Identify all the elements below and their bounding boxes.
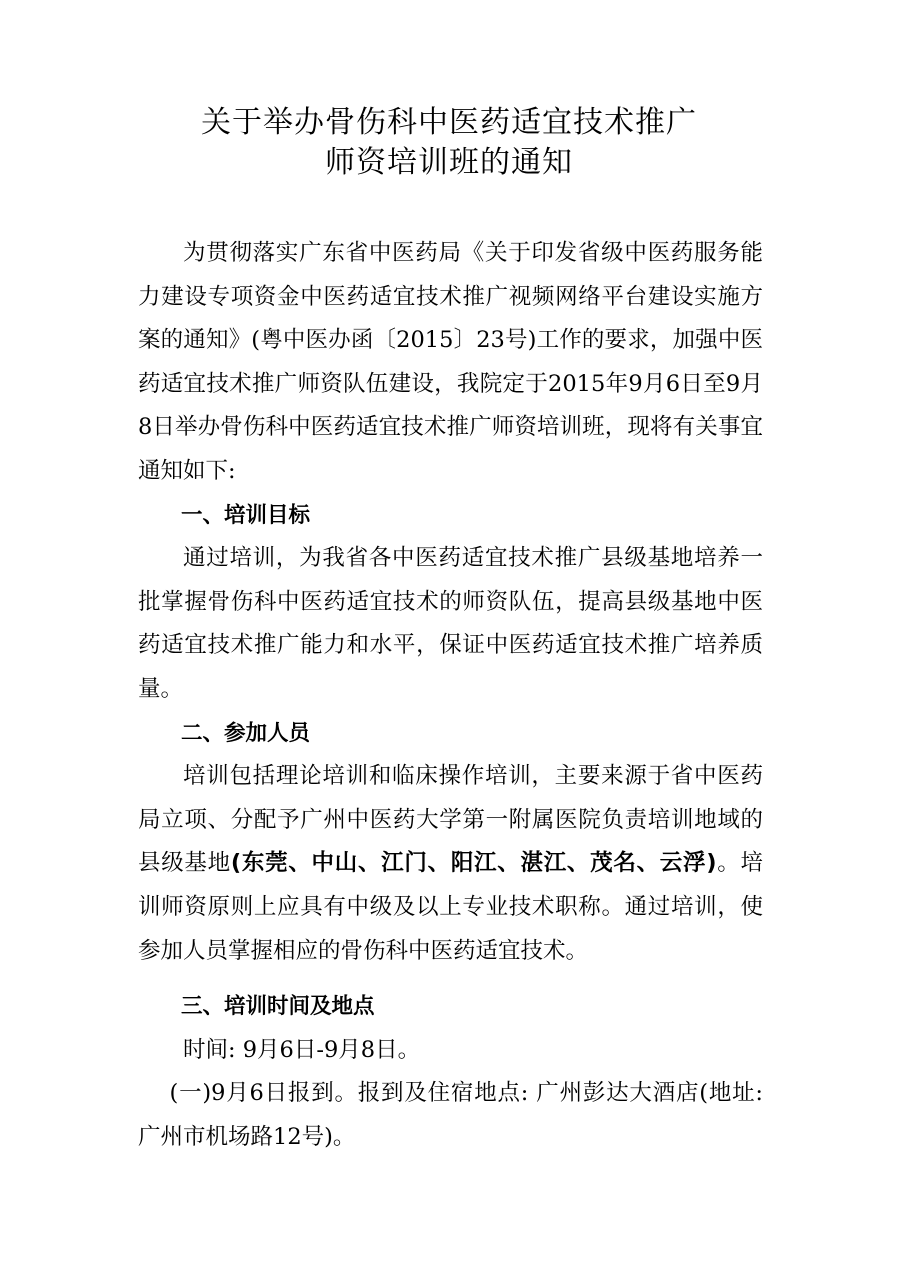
document-title-line1: 关于举办骨伤科中医药适宜技术推广 [201, 105, 697, 140]
document-body [138, 232, 763, 1159]
section1-heading: 一、培训目标 [181, 502, 311, 528]
time-line: 时间: 9月6日-9月8日。 [183, 1036, 421, 1063]
section2-heading: 二、参加人员 [181, 720, 311, 746]
section3-heading: 三、培训时间及地点 [181, 994, 375, 1020]
schedule-item-1: (一)9月6日报到。报到及住宿地点: 广州彭达大酒店(地址: 广州市机场路12号)。 [138, 1080, 763, 1150]
section2-text-part-a: 培训包括理论培训和临床操作培训，主要来源于省中医药局立项、分配予广州中医药大学第一附属医院负责培训地域的县级基地 [138, 763, 763, 877]
document-title-line2: 师资培训班的通知 [325, 145, 573, 180]
section2-bold-regions: (东莞、中山、江门、阳江、湛江、茂名、云浮) [230, 850, 717, 877]
section1-paragraph: 通过培训，为我省各中医药适宜技术推广县级基地培养一批掌握骨伤科中医药适宜技术的师资队伍，提高县级基地中医药适宜技术推广能力和水平，保证中医药适宜技术推广培养质量。 [138, 545, 763, 702]
section2-text-part-b: 。培训师资原则上应具有中级及以上专业技术职称。通过培训，使参加人员掌握相应的骨伤科中医药适宜技术。 [138, 850, 763, 964]
intro-paragraph: 为贯彻落实广东省中医药局《关于印发省级中医药服务能力建设专项资金中医药适宜技术推广视频网络平台建设实施方案的通知》(粤中医办函〔2015〕23号)工作的要求，加强中医药适宜技术推广师资队伍建设，我院定于2015年9月6日至9月8日举办骨伤科中医药适宜技术推广师资培训班，现将有关事宜通知如下: [138, 240, 763, 484]
section2-paragraph [138, 755, 763, 973]
